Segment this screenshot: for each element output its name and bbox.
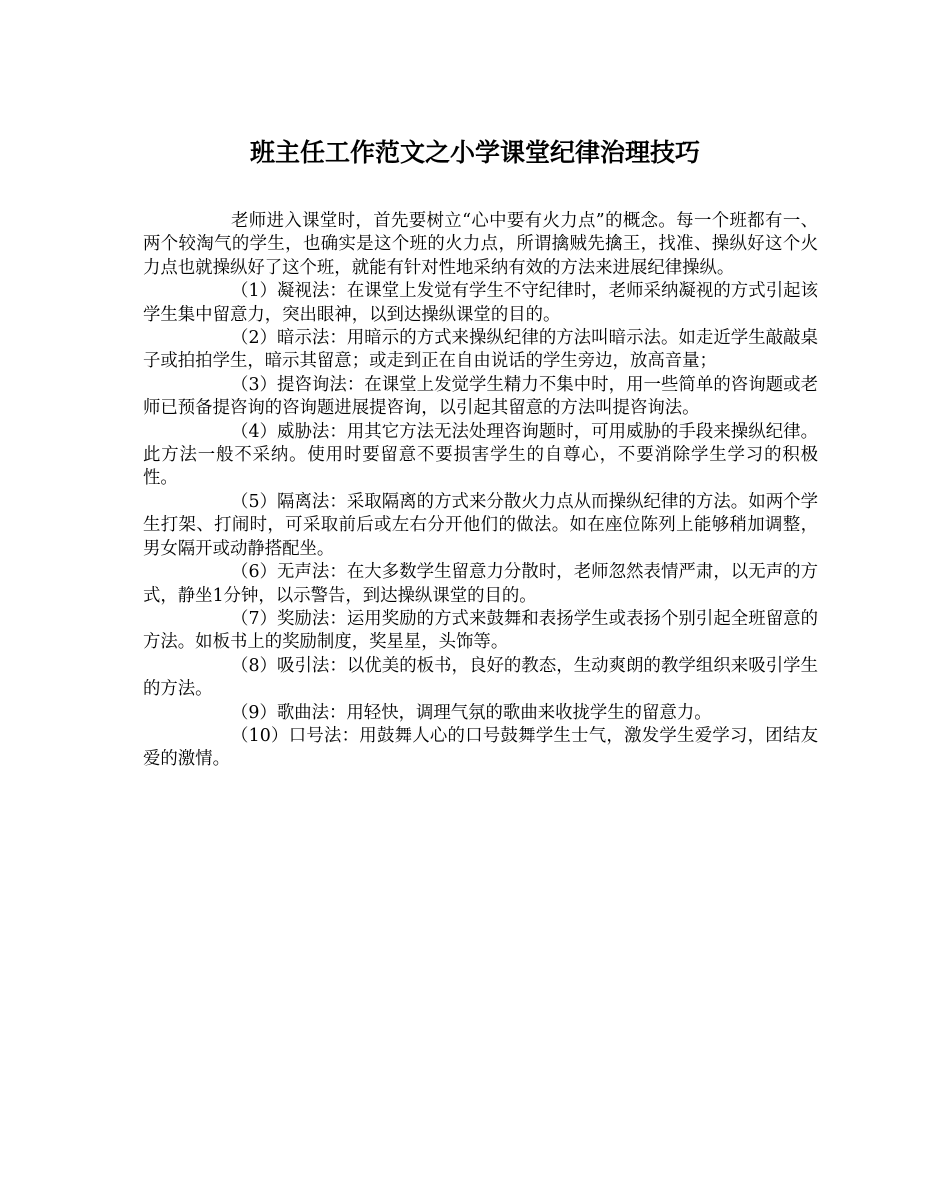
method-paragraph-attract: （8）吸引法：以优美的板书，良好的教态，生动爽朗的教学组织来吸引学生的方法。 — [143, 655, 818, 700]
document-title: 班主任工作范文之小学课堂纪律治理技巧 — [249, 138, 700, 167]
method-paragraph-song: （9）歌曲法：用轻快，调理气氛的歌曲来收拢学生的留意力。 — [231, 702, 712, 723]
method-paragraph-silence: （6）无声法：在大多数学生留意力分散时，老师忽然表情严肃，以无声的方式，静坐1分钟，以示警告，到达操纵课堂的目的。 — [143, 562, 818, 606]
method-paragraph-question: （3）提咨询法：在课堂上发觉学生精力不集中时，用一些简单的咨询题或老师已预备提咨询的咨询题进展提咨询，以引起其留意的方法叫提咨询法。 — [143, 374, 818, 419]
method-paragraph-hint: （2）暗示法：用暗示的方式来操纵纪律的方法叫暗示法。如走近学生敲敲桌子或拍拍学生，暗示其留意；或走到正在自由说话的学生旁边，放高音量； — [143, 328, 818, 372]
method-paragraph-slogan: （10）口号法：用鼓舞人心的口号鼓舞学生士气，激发学生爱学习，团结友爱的激情。 — [143, 725, 818, 770]
method-paragraph-isolation: （5）隔离法：采取隔离的方式来分散火力点从而操纵纪律的方法。如两个学生打架、打闹时，可采取前后或左右分开他们的做法。如在座位陈列上能够稍加调整，男女隔开或动静搭配坐。 — [143, 491, 818, 559]
method-paragraph-gaze: （1）凝视法：在课堂上发觉有学生不守纪律时，老师采纳凝视的方式引起该学生集中留意力，突出眼神，以到达操纵课堂的目的。 — [143, 281, 818, 325]
method-paragraph-reward: （7）奖励法：运用奖励的方式来鼓舞和表扬学生或表扬个别引起全班留意的方法。如板书上的奖励制度，奖星星，头饰等。 — [143, 608, 818, 653]
document-body — [143, 210, 818, 772]
intro-paragraph: 老师进入课堂时，首先要树立“心中要有火力点”的概念。每一个班都有一、两个较淘气的学生，也确实是这个班的火力点，所谓擒贼先擒王，找准、操纵好这个火力点也就操纵好了这个班，就能有针对性地采纳有效的方法来进展纪律操纵。 — [143, 211, 818, 278]
method-paragraph-threat: （4）威胁法：用其它方法无法处理咨询题时，可用威胁的手段来操纵纪律。此方法一般不采纳。使用时要留意不要损害学生的自尊心，不要消除学生学习的积极性。 — [143, 421, 818, 489]
